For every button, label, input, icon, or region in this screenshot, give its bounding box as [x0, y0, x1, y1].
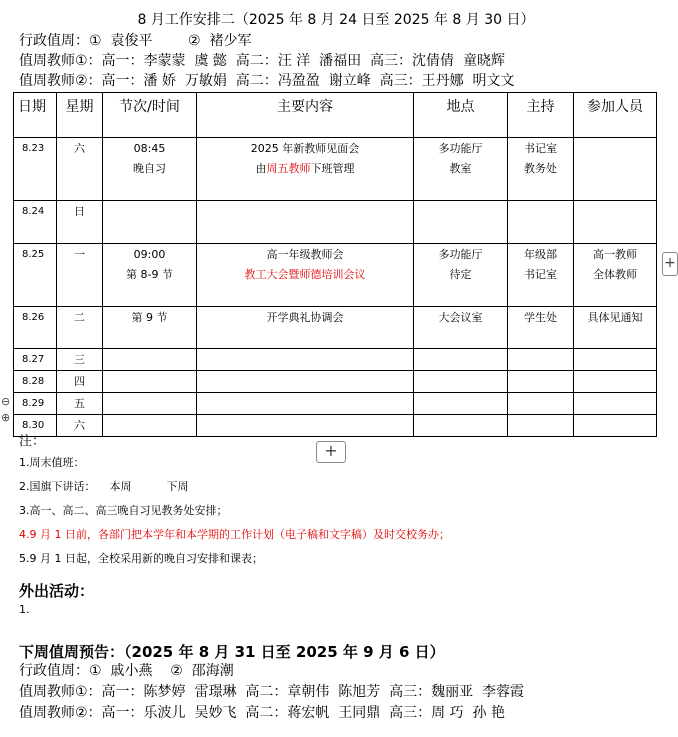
header-weekday: 星期	[57, 93, 103, 138]
row-date: 8.24	[22, 206, 45, 217]
row-date: 8.25	[22, 249, 45, 260]
row-place-line: 教室	[449, 162, 472, 175]
content-highlight: 教工大会暨师德培训会议	[244, 268, 366, 281]
collapse-row-icon[interactable]: ⊖	[1, 395, 11, 408]
row-time-line: 第 8-9 节	[126, 268, 173, 281]
header-content: 主要内容	[197, 93, 414, 138]
row-date: 8.27	[22, 354, 45, 365]
table-row	[14, 201, 657, 244]
teacher-duty-2: 值周教师②：高一：潘 娇 万敏娟 高二：冯盈盈 谢立峰 高三：王丹娜 明文文	[19, 73, 515, 89]
row-weekday: 三	[74, 353, 85, 366]
row-content-line	[197, 159, 413, 179]
add-column-button[interactable]: +	[662, 252, 678, 276]
next-teacher-duty-2: 值周教师②：高一：乐波儿 吴妙飞 高二：蒋宏帆 王同鼎 高三：周 巧 孙 艳	[19, 705, 505, 721]
row-host-line: 教务处	[524, 162, 557, 175]
note-item: 5.9 月 1 日起，全校采用新的晚自习安排和课表；	[19, 552, 263, 565]
row-attendees-line: 具体见通知	[587, 311, 643, 324]
row-place-line: 待定	[449, 268, 472, 281]
note-item-highlight: 4.9 月 1 日前，各部门把本学年和本学期的工作计划（电子稿和文字稿）及时交校务办；	[19, 528, 450, 541]
notes-label: 注：	[19, 434, 46, 449]
content-text: 由	[255, 162, 267, 175]
row-host-line: 年级部	[524, 248, 557, 261]
table-row	[14, 349, 657, 371]
outing-title: 外出活动：	[19, 582, 95, 600]
next-admin-duty: 行政值周：① 戚小燕 ② 邵海潮	[19, 663, 234, 679]
row-weekday: 一	[74, 248, 85, 261]
row-content-line: 2025 年新教师见面会	[250, 142, 360, 155]
row-date: 8.26	[22, 312, 45, 323]
row-place-line: 多功能厅	[438, 142, 483, 155]
row-time-line: 09:00	[133, 248, 166, 261]
header-date: 日期	[14, 93, 57, 138]
row-host-line: 书记室	[524, 268, 557, 281]
row-date: 8.28	[22, 376, 45, 387]
row-time-line: 08:45	[133, 142, 166, 155]
next-teacher-duty-1: 值周教师①：高一：陈梦婷 雷璟琳 高二：章朝伟 陈旭芳 高三：魏丽亚 李蓉霞	[19, 684, 525, 700]
row-weekday: 二	[74, 311, 85, 324]
row-date: 8.30	[22, 420, 45, 431]
add-row-button[interactable]: +	[316, 441, 346, 463]
row-content-line: 开学典礼协调会	[266, 311, 344, 324]
header-place: 地点	[414, 93, 508, 138]
content-text: 下班管理	[310, 162, 355, 175]
note-item: 1.周末值班：	[19, 456, 85, 469]
notes-section	[19, 433, 659, 571]
header-time: 节次/时间	[103, 93, 197, 138]
row-time-line: 晚自习	[133, 162, 166, 175]
table-row	[14, 371, 657, 393]
next-week-title: 下周值周预告：（2025 年 8 月 31 日至 2025 年 9 月 6 日）	[19, 643, 445, 661]
table-row	[14, 138, 657, 201]
table-row	[14, 307, 657, 349]
teacher-duty-1: 值周教师①：高一：李蒙蒙 虞 懿 高二：汪 洋 潘福田 高三：沈倩倩 童晓辉	[19, 53, 505, 69]
row-content-line: 高一年级教师会	[266, 248, 344, 261]
admin-duty: 行政值周：① 袁俊平 ② 褚少军	[19, 33, 252, 49]
header-host: 主持	[508, 93, 574, 138]
row-weekday: 五	[74, 397, 85, 410]
row-place-line: 多功能厅	[438, 248, 483, 261]
page-title: 8 月工作安排二（2025 年 8 月 24 日至 2025 年 8 月 30 日）	[137, 12, 535, 28]
row-date: 8.23	[22, 143, 45, 154]
table-row	[14, 244, 657, 307]
row-host-line: 书记室	[524, 142, 557, 155]
row-attendees-line: 高一教师	[593, 248, 637, 261]
row-weekday: 六	[74, 419, 85, 432]
outing-item: 1.	[19, 603, 30, 616]
table-row	[14, 393, 657, 415]
row-time-line: 第 9 节	[131, 311, 168, 324]
note-item: 3.高一、高二、高三晚自习见教务处安排；	[19, 504, 228, 517]
row-weekday: 日	[74, 205, 85, 218]
schedule-table	[13, 92, 657, 437]
row-place-line: 大会议室	[438, 311, 483, 324]
content-highlight: 周五教师	[266, 162, 311, 175]
header-attendees: 参加人员	[574, 93, 657, 138]
row-weekday: 六	[74, 142, 85, 155]
row-weekday: 四	[74, 375, 85, 388]
row-date: 8.29	[22, 398, 45, 409]
expand-row-icon[interactable]: ⊕	[1, 411, 11, 424]
row-attendees-line: 全体教师	[593, 268, 637, 281]
table-header-row	[14, 93, 657, 138]
row-host-line: 学生处	[524, 311, 557, 324]
note-item: 2.国旗下讲话： 本周 下周	[19, 480, 189, 493]
